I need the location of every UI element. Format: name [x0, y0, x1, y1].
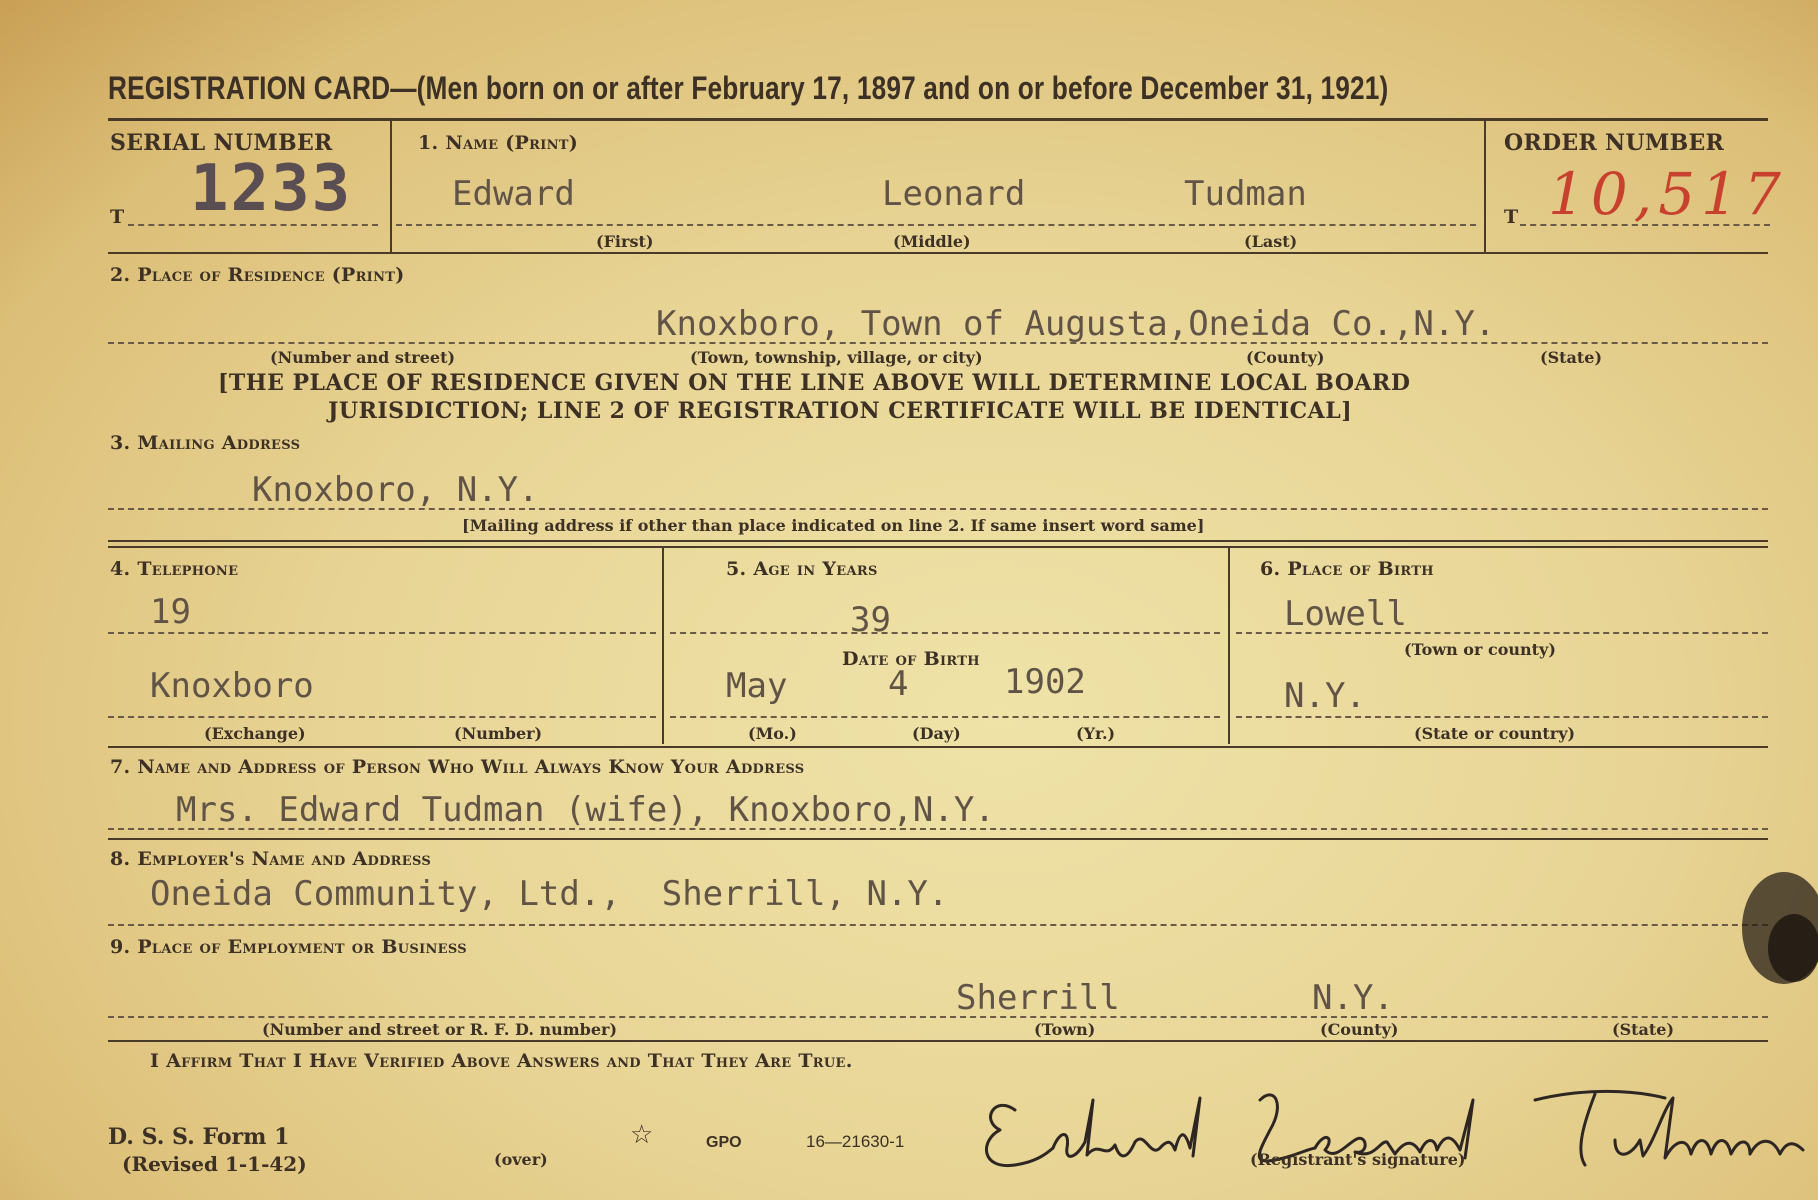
form-id: D. S. S. Form 1 — [108, 1124, 290, 1150]
name-label: 1. Name (Print) — [418, 132, 579, 154]
residence-notice-line1: [THE PLACE OF RESIDENCE GIVEN ON THE LINE ABOVE WILL DETERMINE LOCAL BOARD — [218, 370, 1411, 396]
residence-town-caption: (Town, township, village, or city) — [690, 348, 983, 367]
order-number: 10,517 — [1548, 160, 1787, 228]
employment-county: N.Y. — [1312, 978, 1394, 1018]
over-note: (over) — [494, 1150, 548, 1169]
middle-name: Leonard — [882, 174, 1026, 214]
dob-month: May — [726, 666, 788, 706]
gpo-number: 16—21630-1 — [806, 1132, 905, 1151]
row3-rule-b — [108, 546, 1768, 548]
birth-town-line — [1236, 632, 1768, 634]
form-revised: (Revised 1-1-42) — [122, 1152, 307, 1176]
day-caption: (Day) — [912, 724, 961, 743]
fingerprint-smudge-icon — [1722, 868, 1818, 998]
row4-rule — [108, 746, 1768, 748]
age-line — [670, 632, 1220, 634]
age-birth-divider — [1228, 548, 1230, 744]
residence-state-caption: (State) — [1540, 348, 1603, 367]
telephone-line — [108, 632, 656, 634]
dob-day: 4 — [888, 664, 909, 704]
middle-caption: (Middle) — [893, 232, 971, 251]
residence-label: 2. Place of Residence (Print) — [110, 264, 405, 286]
contact-line — [108, 828, 1768, 830]
mailing-line — [108, 508, 1768, 510]
employer-value: Oneida Community, Ltd., Sherrill, N.Y. — [150, 874, 949, 914]
employment-street-caption: (Number and street or R. F. D. number) — [262, 1020, 618, 1039]
age-label: 5. Age in Years — [726, 558, 878, 580]
exchange-caption: (Exchange) — [204, 724, 306, 743]
residence-street-caption: (Number and street) — [270, 348, 456, 367]
birth-state-line — [1236, 716, 1768, 718]
order-number-label: ORDER NUMBER — [1504, 130, 1725, 156]
card-title: REGISTRATION CARD—(Men born on or after February 17, 1897 and on or before December 31, 1921) — [108, 70, 1389, 106]
name-right-divider — [1484, 120, 1486, 252]
row3-rule-a — [108, 540, 1768, 542]
telephone-exchange: Knoxboro — [150, 666, 314, 706]
order-prefix: T — [1504, 206, 1519, 228]
residence-value: Knoxboro, Town of Augusta,Oneida Co.,N.Y. — [656, 304, 1496, 344]
residence-line — [108, 342, 1768, 344]
order-line — [1520, 224, 1770, 226]
last-caption: (Last) — [1244, 232, 1298, 251]
exchange-line — [108, 716, 656, 718]
serial-number-label: SERIAL NUMBER — [110, 130, 333, 156]
serial-prefix: T — [110, 206, 125, 228]
birthplace-label: 6. Place of Birth — [1260, 558, 1434, 580]
name-left-divider — [390, 120, 392, 252]
number-caption: (Number) — [454, 724, 543, 743]
mailing-label: 3. Mailing Address — [110, 432, 301, 454]
birth-town: Lowell — [1284, 594, 1407, 634]
month-caption: (Mo.) — [748, 724, 797, 743]
residence-notice-line2: JURISDICTION; LINE 2 OF REGISTRATION CERTIFICATE WILL BE IDENTICAL] — [328, 398, 1353, 424]
last-name: Tudman — [1184, 174, 1307, 214]
age-value: 39 — [850, 600, 891, 640]
employment-county-caption: (County) — [1320, 1020, 1399, 1039]
birth-state: N.Y. — [1284, 676, 1366, 716]
mailing-caption: [Mailing address if other than place indicated on line 2. If same insert word same] — [462, 516, 1205, 535]
employment-town-caption: (Town) — [1034, 1020, 1096, 1039]
year-caption: (Yr.) — [1076, 724, 1116, 743]
residence-county-caption: (County) — [1246, 348, 1325, 367]
contact-label: 7. Name and Address of Person Who Will Always Know Your Address — [110, 756, 805, 778]
row1-rule — [108, 252, 1768, 254]
contact-value: Mrs. Edward Tudman (wife), Knoxboro,N.Y. — [176, 790, 995, 830]
row7-rule — [108, 838, 1768, 840]
signature-caption: (Registrant's signature) — [1250, 1150, 1466, 1169]
employment-state-caption: (State) — [1612, 1020, 1675, 1039]
telephone-label: 4. Telephone — [110, 558, 239, 580]
serial-line — [128, 224, 378, 226]
affirmation-text: I Affirm That I Have Verified Above Answers and That They Are True. — [150, 1050, 853, 1072]
birth-state-caption: (State or country) — [1414, 724, 1576, 743]
employer-label: 8. Employer's Name and Address — [110, 848, 432, 870]
mailing-value: Knoxboro, N.Y. — [252, 470, 539, 510]
employment-label: 9. Place of Employment or Business — [110, 936, 467, 958]
name-line — [396, 224, 1476, 226]
tel-age-divider — [662, 548, 664, 744]
first-name: Edward — [452, 174, 575, 214]
serial-number: 1233 — [190, 152, 353, 226]
dob-label: Date of Birth — [842, 648, 980, 670]
star-icon: ☆ — [630, 1120, 654, 1150]
employer-line — [108, 924, 1768, 926]
gpo-mark: GPO — [706, 1134, 742, 1151]
birth-town-caption: (Town or county) — [1404, 640, 1556, 659]
row9-rule — [108, 1040, 1768, 1042]
first-caption: (First) — [596, 232, 654, 251]
dob-year: 1902 — [1004, 662, 1086, 702]
dob-line — [670, 716, 1220, 718]
telephone-value: 19 — [150, 592, 191, 632]
title-rule — [108, 118, 1768, 121]
employment-town: Sherrill — [956, 978, 1120, 1018]
employment-line — [108, 1016, 1768, 1018]
